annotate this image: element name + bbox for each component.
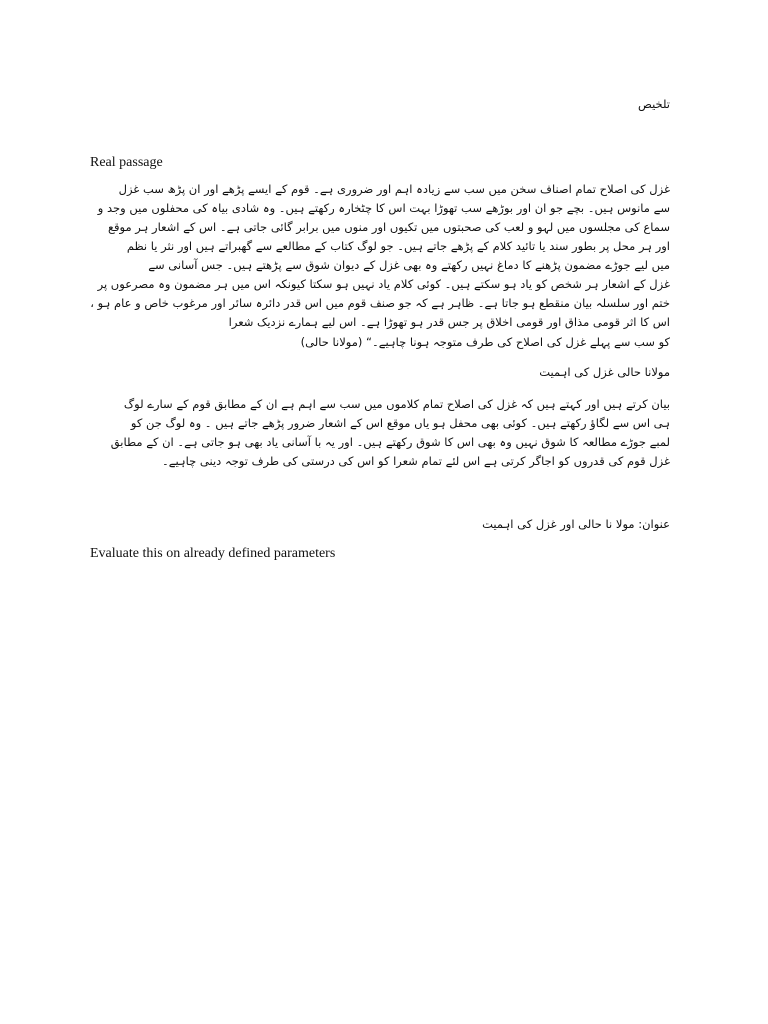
- summary-heading: تلخیص: [638, 97, 670, 111]
- passage-line: سے مانوس ہیں۔ بچے جو ان اور بوڑھے سب تھوڑا بہت اس کا چٹخارہ رکھتے ہیں۔ وہ شادی بیاہ کی محفلوں میں وجد و: [97, 201, 670, 215]
- document-page: [90, 0, 670, 1024]
- summary-line: ہی اس سے لگاؤ رکھتے ہیں۔ کوئی بھی محفل ہو یاں موقع اس کے اشعار ضرور پڑھے جاتے ہیں ۔ وہ لوگ جن کو: [130, 416, 670, 430]
- summary-line: غزل قوم کی قدروں کو اجاگر کرتی ہے اس لئے تمام شعرا کو اس کی درستی کی طرف توجہ دینی چاہیے۔: [161, 454, 670, 468]
- passage-line: سماع کی مجلسوں میں لہو و لعب کی صحبتوں میں تکیوں اور منوں میں برابر گائی جاتی ہے۔ اس کے اشعار ہر موقع: [107, 220, 670, 234]
- passage-line: ختم اور سلسلہ بیان منقطع ہو جاتا ہے۔ ظاہر ہے کہ جو صنف قوم میں اس قدر دائرہ سائر اور مرغوب خاص و عام ہو ،: [90, 296, 670, 310]
- passage-body: [90, 180, 670, 332]
- passage-line: اس کا اثر قومی مذاق اور قومی اخلاق پر جس قدر ہو تھوڑا ہے۔ اس لیے ہمارے نزدیک شعرا: [228, 315, 670, 329]
- title-line: عنوان: مولا نا حالی اور غزل کی اہمیت: [482, 517, 670, 531]
- passage-line: میں لیے جوڑے مضمون پڑھنے کا دماغ نہیں رکھتے وہ بھی غزل کے دیوان شوق سے پڑھتے ہیں۔ جس آسانی سے: [148, 258, 670, 272]
- quote-line: کو سب سے پہلے غزل کی اصلاح کی طرف متوجہ ہونا چاہیے۔“ (مولانا حالی): [300, 335, 670, 349]
- real-passage-heading: Real passage: [90, 155, 163, 170]
- summary-body: [90, 395, 670, 471]
- passage-line: اور ہر محل پر بطور سند یا تائید کلام کے پڑھے جاتے ہیں۔ جو لوگ کتاب کے مطالعے سے گھبراتے ہیں اور نثر یا نظم: [126, 239, 670, 253]
- summary-line: لمبے جوڑے مطالعہ کا شوق نہیں وہ بھی اس کا شوق رکھتے ہیں۔ اور یہ با آسانی یاد بھی ہو جاتی ہے۔ ان کے مطابق: [110, 435, 670, 449]
- summary-line: بیان کرتے ہیں اور کہتے ہیں کہ غزل کی اصلاح تمام کلاموں میں سب سے اہم ہے ان کے مطابق قوم کے سارے لوگ: [123, 397, 670, 411]
- passage-line: غزل کی اصلاح تمام اصناف سخن میں سب سے زیادہ اہم اور ضروری ہے۔ قوم کے ایسے پڑھے اور ان پڑھ سب غزل: [118, 182, 670, 196]
- evaluate-instruction: Evaluate this on already defined parameters: [90, 546, 336, 561]
- section-heading: مولانا حالی غزل کی اہمیت: [539, 365, 670, 379]
- passage-line: غزل کے اشعار ہر شخص کو یاد ہو سکتے ہیں۔ کوئی کلام یاد نہیں ہو سکتا کیونکہ اس میں ہر مضمون وہ مصرعوں پر: [97, 277, 670, 291]
